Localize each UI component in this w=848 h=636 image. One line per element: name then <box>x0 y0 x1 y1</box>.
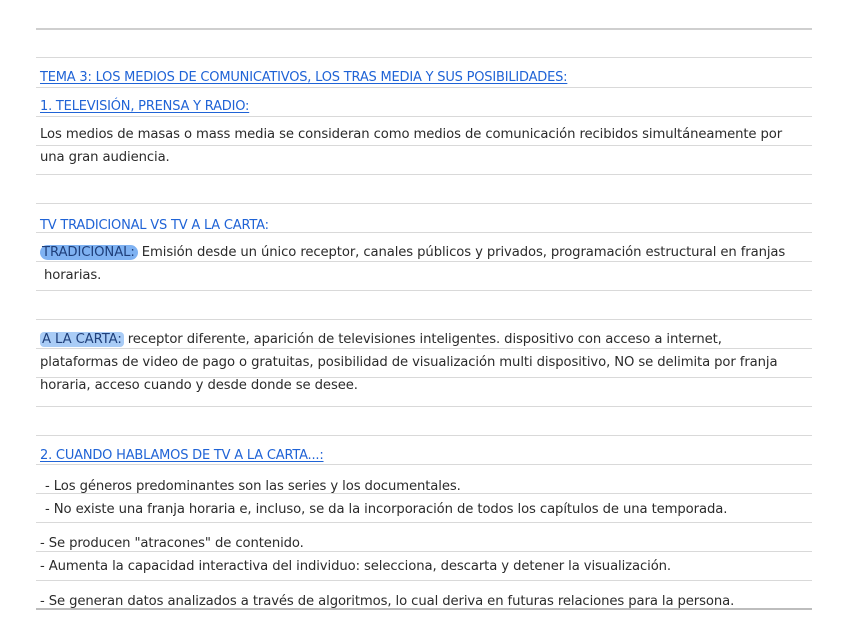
section-heading-2: 2. CUANDO HABLAMOS DE TV A LA CARTA...: <box>40 448 324 463</box>
ruled-line <box>36 87 812 88</box>
section-heading-1: 1. TELEVISIÓN, PRENSA Y RADIO: <box>40 99 250 114</box>
ruled-line <box>36 57 812 58</box>
carta-text: receptor diferente, aparición de televisiones inteligentes. dispositivo con acceso a internet, <box>127 332 722 347</box>
tradicional-text: Emisión desde un único receptor, canales públicos y privados, programación estructural en franjas <box>141 245 786 260</box>
carta-label: A LA CARTA: <box>42 332 122 347</box>
paragraph-line: horaria, acceso cuando y desde donde se desee. <box>40 378 358 393</box>
carta-line <box>40 331 722 349</box>
ruled-line <box>36 580 812 581</box>
paragraph-line: plataformas de video de pago o gratuitas, posibilidad de visualización multi dispositivo, NO se delimita por franja <box>40 355 778 370</box>
bullet-item: - Se producen "atracones" de contenido. <box>40 536 304 551</box>
bullet-item: - Los géneros predominantes son las series y los documentales. <box>45 479 461 494</box>
ruled-line <box>36 116 812 117</box>
bullet-item: - Se generan datos analizados a través de algoritmos, lo cual deriva en futuras relaciones para la persona. <box>40 594 735 609</box>
bullet-item: - No existe una franja horaria e, incluso, se da la incorporación de todos los capítulos de una temporada. <box>45 502 728 517</box>
ruled-line <box>36 145 812 146</box>
page-title: TEMA 3: LOS MEDIOS DE COMUNICATIVOS, LOS TRAS MEDIA Y SUS POSIBILIDADES: <box>40 70 568 85</box>
tradicional-line <box>40 244 785 262</box>
ruled-line <box>36 319 812 320</box>
ruled-line <box>36 28 812 30</box>
ruled-line <box>36 203 812 204</box>
paragraph-line: una gran audiencia. <box>40 150 170 165</box>
ruled-line <box>36 406 812 407</box>
paragraph-line: Los medios de masas o mass media se consideran como medios de comunicación recibidos simultáneamente por <box>40 127 783 142</box>
ruled-line <box>36 290 812 291</box>
paragraph-line: horarias. <box>44 268 102 283</box>
ruled-line <box>36 435 812 436</box>
tradicional-label: TRADICIONAL: <box>40 245 138 260</box>
bullet-item: - Aumenta la capacidad interactiva del individuo: selecciona, descarta y detener la visualización. <box>40 559 672 574</box>
ruled-line <box>36 174 812 175</box>
tv-comparison-heading: TV TRADICIONAL VS TV A LA CARTA: <box>40 218 269 233</box>
ruled-line <box>36 522 812 523</box>
